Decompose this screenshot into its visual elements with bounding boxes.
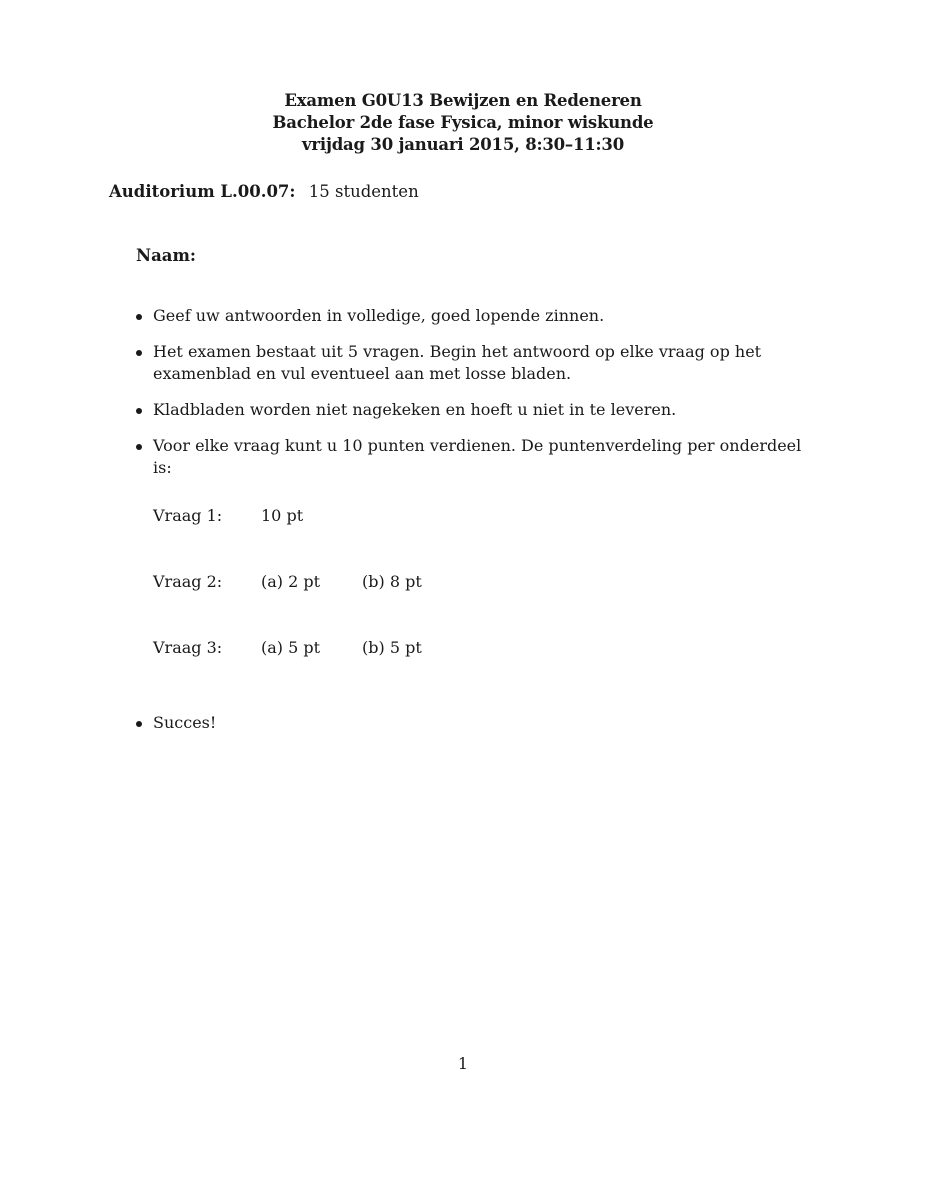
instruction-item [136, 341, 816, 385]
name-label: Naam: [136, 246, 197, 265]
exam-header [0, 90, 926, 156]
closing-item [136, 712, 216, 734]
bullet-icon [136, 314, 142, 320]
auditorium-count: 15 studenten [308, 182, 419, 201]
points-question: Vraag 1: [153, 506, 223, 525]
exam-program: Bachelor 2de fase Fysica, minor wiskunde [272, 113, 654, 132]
page-number: 1 [457, 1054, 469, 1073]
instruction-item [136, 435, 816, 479]
auditorium-line [109, 182, 419, 201]
exam-title: Examen G0U13 Bewijzen en Redeneren [284, 91, 642, 110]
instruction-list [136, 305, 816, 493]
bullet-icon [136, 721, 142, 727]
points-part-a: 10 pt [261, 506, 304, 525]
points-part-b: (b) 8 pt [362, 572, 422, 591]
instruction-item [136, 305, 816, 327]
closing-text: Succes! [153, 713, 217, 732]
auditorium-label: Auditorium L.00.07: [109, 182, 296, 201]
points-part-a: (a) 2 pt [261, 572, 321, 591]
points-question: Vraag 3: [153, 638, 223, 657]
bullet-icon [136, 350, 142, 356]
bullet-icon [136, 444, 142, 450]
points-question: Vraag 2: [153, 572, 223, 591]
instruction-text: Het examen bestaat uit 5 vragen. Begin het antwoord op elke vraag op het examenblad en vul eventueel aan met losse bladen. [153, 342, 762, 383]
instruction-text: Kladbladen worden niet nagekeken en hoeft u niet in te leveren. [153, 400, 677, 419]
bullet-icon [136, 408, 142, 414]
instruction-item [136, 399, 816, 421]
points-part-a: (a) 5 pt [261, 638, 321, 657]
points-part-b: (b) 5 pt [362, 638, 422, 657]
exam-date: vrijdag 30 januari 2015, 8:30–11:30 [302, 135, 624, 154]
instruction-text: Geef uw antwoorden in volledige, goed lopende zinnen. [153, 306, 605, 325]
instruction-text: Voor elke vraag kunt u 10 punten verdienen. De puntenverdeling per onderdeel is: [153, 436, 802, 477]
